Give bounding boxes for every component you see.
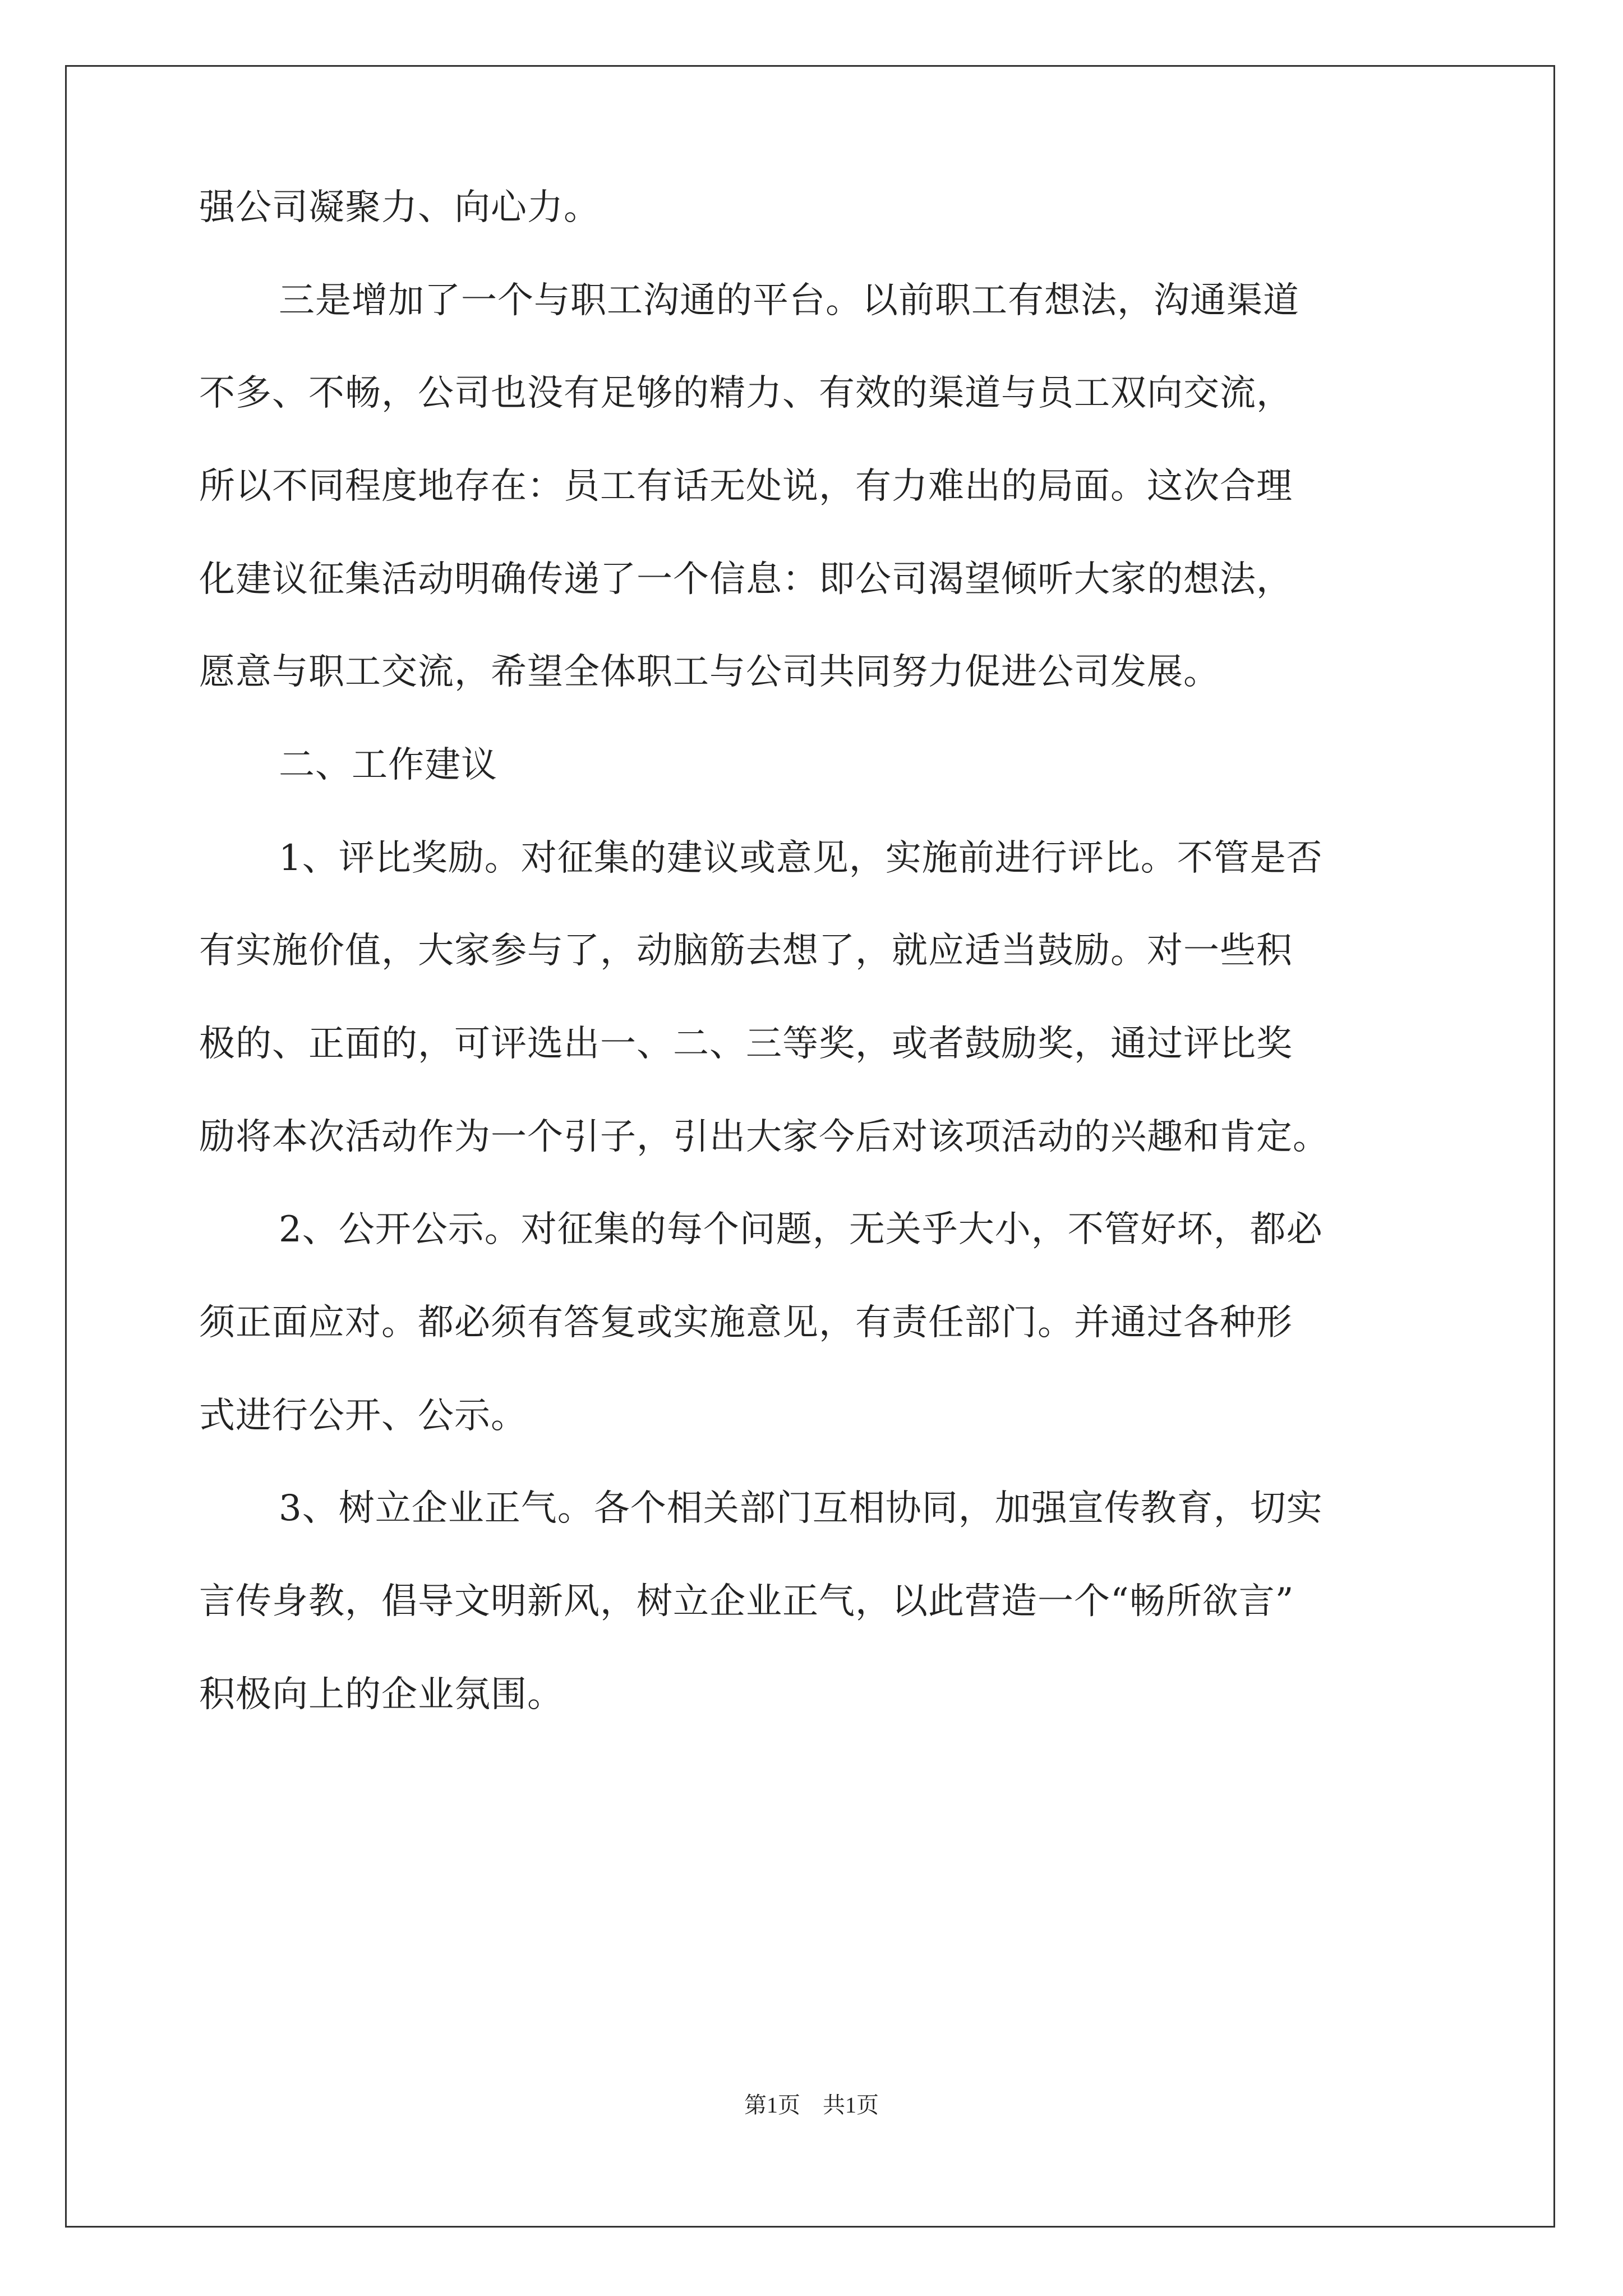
text-line: 式进行公开、公示。 bbox=[199, 1395, 527, 1437]
page-footer: 第1页 共1页 bbox=[744, 2092, 879, 2118]
text-line: 不多、不畅，公司也没有足够的精力、有效的渠道与员工双向交流， bbox=[199, 372, 1293, 414]
paragraph-first-line: 2、公开公示。对征集的每个问题，无关乎大小，不管好坏，都必 bbox=[279, 1209, 1323, 1250]
text-line: 所以不同程度地存在：员工有话无处说，有力难出的局面。这次合理 bbox=[199, 466, 1293, 507]
paragraph-first-line: 三是增加了一个与职工沟通的平台。以前职工有想法，沟通渠道 bbox=[279, 280, 1299, 321]
text-line: 励将本次活动作为一个引子，引出大家今后对该项活动的兴趣和肯定。 bbox=[199, 1116, 1329, 1158]
text-line: 须正面应对。都必须有答复或实施意见，有责任部门。并通过各种形 bbox=[199, 1302, 1293, 1343]
section-heading: 二、工作建议 bbox=[279, 744, 497, 786]
text-line: 化建议征集活动明确传递了一个信息：即公司渴望倾听大家的想法， bbox=[199, 559, 1293, 600]
text-line: 极的、正面的，可评选出一、二、三等奖，或者鼓励奖，通过评比奖 bbox=[199, 1023, 1293, 1065]
text-line: 积极向上的企业氛围。 bbox=[199, 1674, 564, 1715]
text-line: 有实施价值，大家参与了，动脑筋去想了，就应适当鼓励。对一些积 bbox=[199, 930, 1293, 972]
text-line: 强公司凝聚力、向心力。 bbox=[199, 187, 600, 228]
text-line: 愿意与职工交流，希望全体职工与公司共同努力促进公司发展。 bbox=[199, 651, 1220, 693]
text-line: 言传身教，倡导文明新风，树立企业正气，以此营造一个“畅所欲言” bbox=[199, 1581, 1294, 1622]
paragraph-first-line: 1、评比奖励。对征集的建议或意见，实施前进行评比。不管是否 bbox=[279, 838, 1323, 879]
paragraph-first-line: 3、树立企业正气。各个相关部门互相协同，加强宣传教育，切实 bbox=[279, 1488, 1323, 1529]
